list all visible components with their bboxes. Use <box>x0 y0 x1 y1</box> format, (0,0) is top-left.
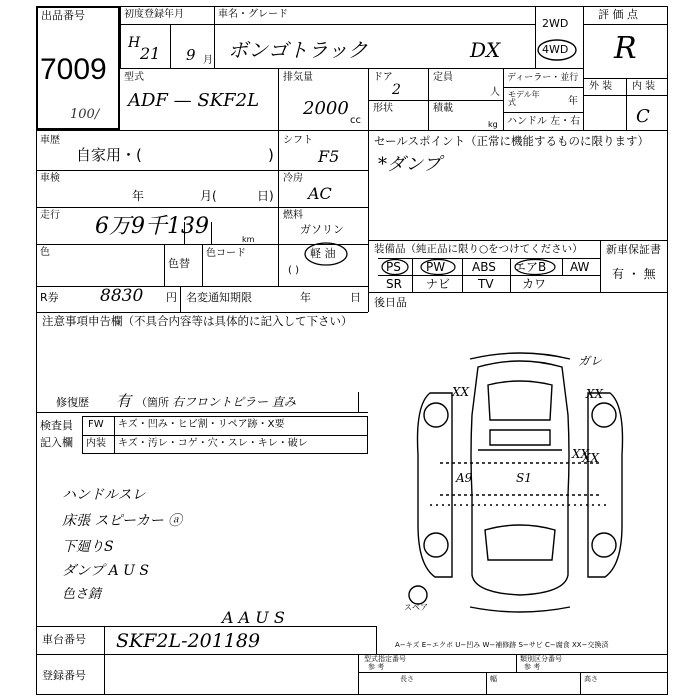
damage-mark-4: XX <box>572 447 590 461</box>
name-change-day: 日 <box>350 291 361 304</box>
shift-value: F5 <box>318 147 340 166</box>
note-line-2: 床張 スピーカー ⓐ <box>62 513 183 529</box>
equipment-label: 装備品（純正品に限り○をつけてください） <box>374 243 583 255</box>
equip-abs: ABS <box>472 260 496 274</box>
chassis-value: SKF2L-201189 <box>116 630 261 652</box>
color-change-label: 色替 <box>168 257 190 270</box>
color-code-label: 色コード <box>206 248 246 259</box>
km-unit: km <box>242 235 255 244</box>
ac-value: AC <box>308 184 332 203</box>
car-name: ボンゴトラック <box>228 38 368 62</box>
name-change-year: 年 <box>300 291 311 304</box>
equip-ps-circle <box>380 258 412 276</box>
damage-mark-6: S1 <box>516 471 532 485</box>
note-line-1: ハンドルスレ <box>62 487 146 503</box>
model-spec-label: 型式指定番号 <box>364 655 406 663</box>
doors-label: ドア <box>373 72 393 83</box>
after-label: 後日品 <box>374 296 407 309</box>
equip-aw: AW <box>570 260 590 274</box>
reg-month-unit: 月 <box>203 55 213 66</box>
notes-label: 注意事項申告欄（不具合内容等は具体的に記入して下さい） <box>42 314 353 328</box>
capacity-label: 定員 <box>433 72 453 83</box>
handle-label: ハンドル 左・右 <box>507 116 581 127</box>
equip-airbag: エアB <box>514 260 547 274</box>
eval-score: R <box>614 31 637 66</box>
kg-unit: kg <box>488 120 498 129</box>
name-change-label: 名変通知期限 <box>186 291 252 304</box>
history-value: 自家用・( <box>76 146 142 164</box>
lot-scribble: 100/ <box>70 107 100 122</box>
reg-year: 21 <box>140 44 161 63</box>
eval-label: 評 価 点 <box>598 8 638 21</box>
year-suffix: 年 <box>568 96 578 107</box>
inspector-label-2: 記入欄 <box>40 436 73 449</box>
repair-label: 修復歴 <box>56 396 89 409</box>
equipment-grid <box>378 258 600 292</box>
sales-label: セールスポイント（正常に機能するものに限ります） <box>374 134 649 148</box>
reg-month: 9 <box>186 46 196 64</box>
recycle-label: R券 <box>40 291 59 304</box>
interior-label: 内 装 <box>632 81 656 92</box>
repair-place-label: （箇所 <box>136 396 169 409</box>
load-label: 積載 <box>433 103 453 114</box>
inspection-label: 車検 <box>40 173 60 184</box>
damage-mark-5: A9 <box>456 471 473 485</box>
warranty-label: 新車保証書 <box>606 243 661 256</box>
shift-label: シフト <box>283 135 313 146</box>
history-label: 車歴 <box>40 135 60 146</box>
yen-unit: 円 <box>166 291 177 304</box>
equip-ps: PS <box>386 260 401 274</box>
height-label: 高さ <box>584 675 598 683</box>
recycle-value: 8830 <box>100 286 144 306</box>
fuel-label: 燃料 <box>283 210 303 221</box>
sales-value: *ダンプ <box>378 154 442 175</box>
type-value: ADF — SKF2L <box>128 90 260 111</box>
drive-2wd: 2WD <box>542 17 569 30</box>
note-line-3: 下廻りS <box>62 539 114 555</box>
damage-mark-3: XX <box>586 387 604 401</box>
drive-4wd: 4WD <box>542 43 569 56</box>
int-text: キズ・汚レ・コゲ・穴・スレ・キレ・破レ <box>118 438 308 449</box>
equip-leather: カワ <box>522 277 547 291</box>
cc-unit: cc <box>350 115 361 126</box>
dealer-label: ディーラー・並行 <box>507 73 579 83</box>
width-label: 幅 <box>490 675 497 683</box>
fuel-diesel: 軽 油 <box>310 247 336 260</box>
fw-label: FW <box>88 419 104 430</box>
shape-label: 形状 <box>373 103 393 114</box>
lot-number: 7009 <box>40 53 107 86</box>
model-label: 車名・グレード <box>218 9 288 20</box>
car-body-diagram <box>400 345 640 625</box>
spare-label: スペア <box>404 603 428 612</box>
equip-tv: TV <box>478 277 494 291</box>
model-spec-ref: 参 考 <box>368 663 385 671</box>
drive-4wd-circle <box>536 38 578 62</box>
mileage-label: 走行 <box>40 210 60 221</box>
interior-score: C <box>636 106 650 127</box>
repair-place-value: 右フロントピラー 直み <box>172 395 296 409</box>
equip-navi: ナビ <box>426 277 451 291</box>
doors-value: 2 <box>392 82 401 98</box>
inspection-year: 年 <box>132 189 145 203</box>
chassis-label: 車台番号 <box>42 633 86 646</box>
note-line-4: ダンプ A U S <box>62 563 149 579</box>
exterior-label: 外 装 <box>589 81 613 92</box>
class-spec-label: 類別区分番号 <box>520 655 562 663</box>
class-spec-ref: 参 考 <box>524 663 541 671</box>
fuel-diesel-circle <box>302 240 350 268</box>
equip-pw-circle <box>418 258 458 276</box>
displacement-value: 2000 <box>303 98 349 119</box>
color-label: 色 <box>40 247 50 258</box>
length-label: 長さ <box>400 675 414 683</box>
reg-era: H <box>128 35 141 51</box>
damage-mark-7: XX <box>582 451 600 465</box>
fuel-paren: ( ) <box>288 265 299 276</box>
warranty-value: 有 ・ 無 <box>612 267 656 281</box>
inspection-month: 月( <box>200 189 217 203</box>
damage-legend: A−キズ E−エクボ U−凹み W−補修跡 S−サビ C−腐食 XX−交換済 <box>395 641 609 649</box>
int-label: 内装 <box>86 438 106 449</box>
first-reg-label: 初度登録年月 <box>124 9 184 20</box>
reg-number-label: 登録番号 <box>42 669 86 682</box>
capacity-unit: 人 <box>490 87 500 98</box>
damage-mark-2: XX <box>452 385 470 399</box>
history-close: ) <box>268 146 274 164</box>
note-line-5: 色さ錆 <box>62 587 102 602</box>
fw-text: キズ・凹み・ヒビ割・リペア跡・X要 <box>118 419 285 430</box>
displacement-label: 排気量 <box>283 72 313 83</box>
car-grade: DX <box>470 38 501 62</box>
bottom-scribble: A A U S <box>222 608 285 627</box>
ac-label: 冷房 <box>283 173 303 184</box>
inspection-day: 日) <box>257 189 274 203</box>
inspector-label-1: 検査員 <box>40 419 73 432</box>
fuel-gasoline: ガソリン <box>300 223 344 236</box>
repair-value: 有 <box>116 392 132 410</box>
damage-mark-1: ガレ <box>578 354 603 368</box>
type-label: 型式 <box>124 72 144 83</box>
equip-sr: SR <box>386 277 402 291</box>
equip-airbag-circle <box>512 258 558 276</box>
lot-label: 出品番号 <box>41 9 85 22</box>
mileage-value: 6万9千139 <box>95 214 209 239</box>
equip-pw: PW <box>426 260 446 274</box>
model-year-label: モデル年式 <box>508 90 540 107</box>
